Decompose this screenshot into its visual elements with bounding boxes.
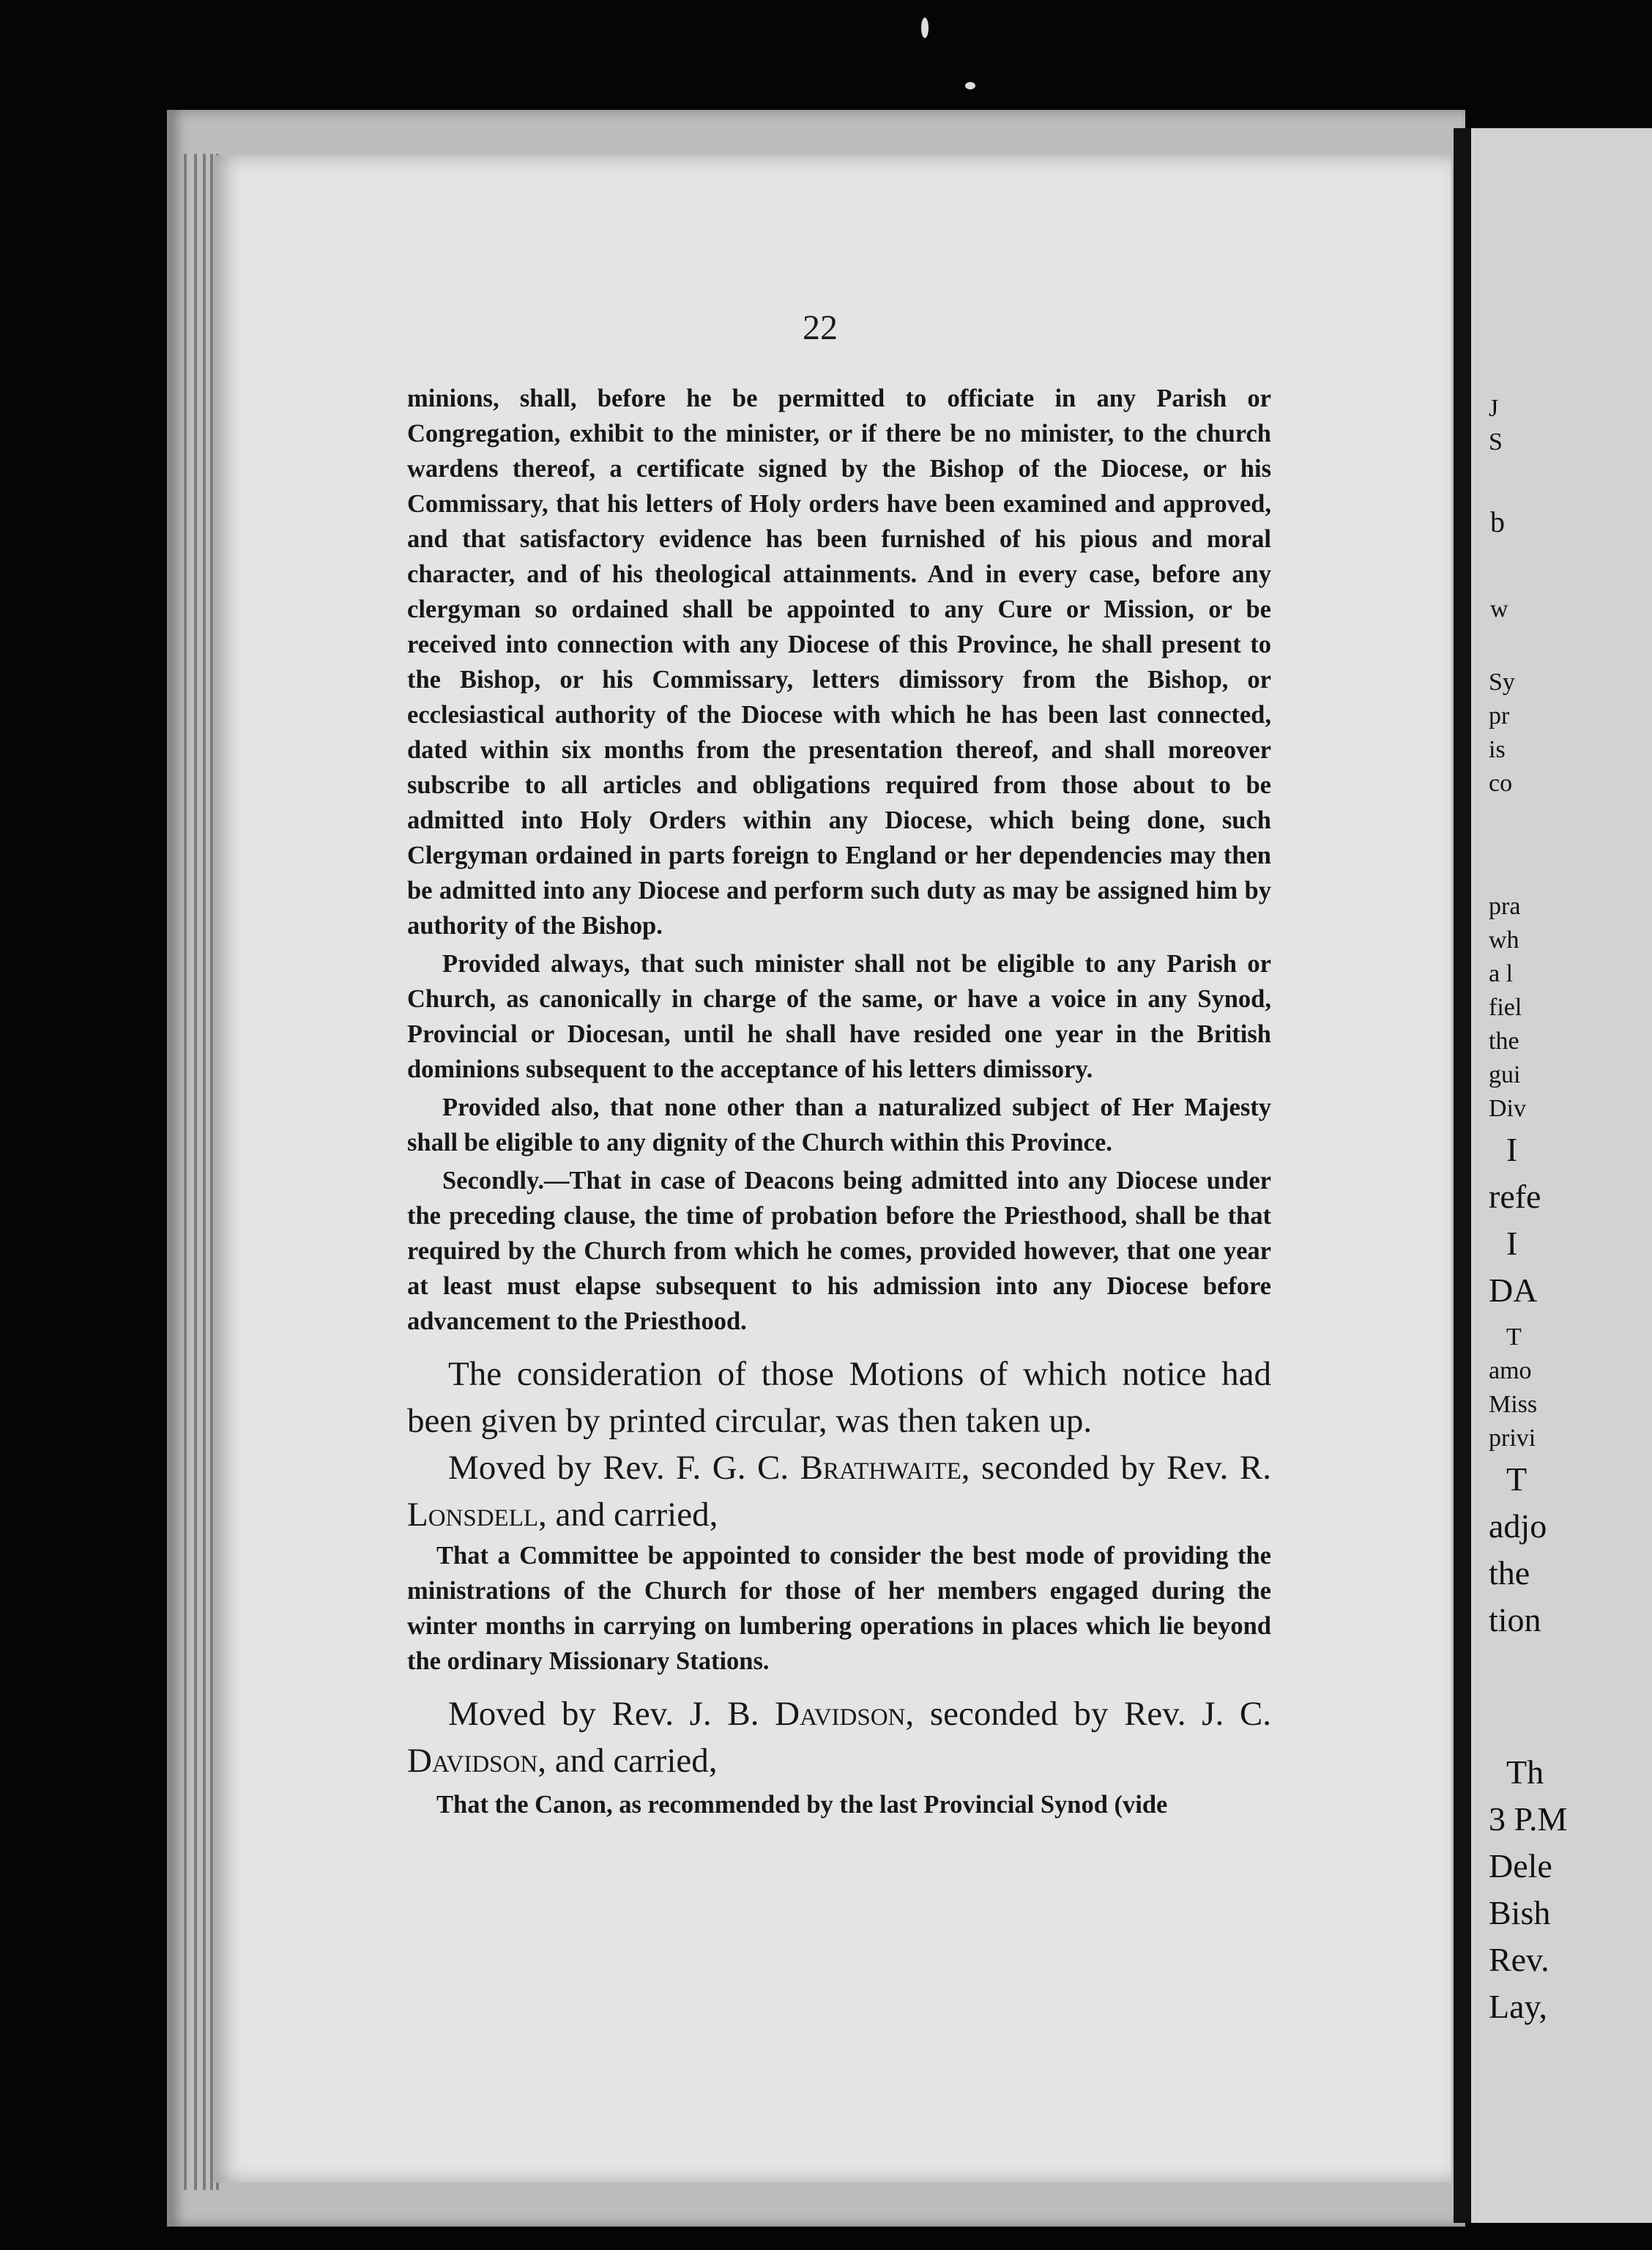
facing-page-fragment: Th [1506, 1753, 1544, 1791]
facing-page-fragment: privi [1489, 1425, 1536, 1452]
page-edge [203, 154, 206, 2190]
facing-page-fragment: gui [1489, 1061, 1521, 1088]
motion-heading [407, 1690, 1271, 1784]
dust-speck [965, 82, 975, 89]
facing-page-fragment: w [1490, 595, 1508, 623]
resolution: That the Canon, as recommended by the last Provincial Synod (vide [436, 1791, 1168, 1819]
facing-page-fragment: Lay, [1489, 1988, 1548, 2025]
facing-page-fragment: adjo [1489, 1507, 1547, 1545]
motion-heading [407, 1444, 1271, 1538]
paragraph: Provided always, that such minister shall not be eligible to any Parish or Church, as canonically in charge of the same, or have a voice in any Synod, Provincial or Diocesan, until he shall have resided one year in the British dominions subsequent to the acceptance of his letters dimissory. [407, 950, 1271, 1083]
page-text [407, 381, 1271, 1822]
facing-page-fragment: I [1506, 1225, 1518, 1262]
facing-page-fragment: the [1489, 1554, 1530, 1592]
paragraph: The consideration of those Motions of which notice had been given by printed circular, was then taken up. [407, 1355, 1271, 1440]
page-number: 22 [803, 308, 838, 347]
facing-page-fragment: Dele [1489, 1847, 1552, 1885]
facing-page-fragment: DA [1489, 1271, 1538, 1309]
facing-page-fragment: tion [1489, 1601, 1541, 1638]
facing-page-fragment: the [1489, 1028, 1519, 1055]
facing-page-fragment: Div [1489, 1095, 1526, 1122]
text-run: , seconded by Rev. J. C. [905, 1695, 1272, 1733]
facing-page-fragment: T [1506, 1460, 1528, 1498]
page-edge [184, 154, 187, 2190]
paragraph: minions, shall, before he be permitted to officiate in any Parish or Congregation, exhibit to the minister, or if there be no minister, to the church wardens thereof, a certificate signed by the Bishop of the Diocese, or his Commissary, that his letters of Holy orders have been examined and approved, and that satisfactory evidence has been furnished of his pious and moral character, and of his theological attainments. And in every case, before any clergyman so ordained shall be appointed to any Cure or Mission, or be received into connection with any Diocese of this Province, he shall present to the Bishop, or his Commissary, letters dimissory from the Bishop, or ecclesiastical authority of the Diocese with which he has been last connected, dated within six months from the presentation thereof, and shall moreover subscribe to all articles and obligations required from those about to be admitted into Holy Orders within any Diocese, which being done, such Clergyman ordained in parts foreign to England or her dependencies may then be admitted into any Diocese and perform such duty as may be assigned him by authority of the Bishop. [407, 385, 1271, 940]
page-edge [194, 154, 197, 2190]
facing-page [1471, 128, 1652, 2223]
surname: Davidson [407, 1742, 538, 1780]
facing-page-fragment: co [1489, 770, 1513, 797]
facing-page-fragment: fiel [1489, 994, 1522, 1021]
text-run: Moved by Rev. F. G. C. [448, 1449, 800, 1487]
facing-page-fragment: is [1489, 736, 1506, 763]
facing-page-fragment: I [1506, 1131, 1518, 1168]
facing-page-fragment: wh [1489, 927, 1519, 954]
text-run: , and carried, [537, 1742, 718, 1780]
paragraph: Secondly.—That in case of Deacons being admitted into any Diocese under the preceding clause, the time of probation before the Priesthood, shall be that required by the Church from which he comes, provided however, that one year at least must elapse subsequent to his admission into any Diocese before advancement to the Priesthood. [407, 1167, 1271, 1335]
facing-page-fragment: 3 P.M [1489, 1800, 1568, 1838]
facing-page-fragment: Sy [1489, 669, 1515, 696]
surname: Lonsdell [407, 1496, 539, 1534]
paragraph: Provided also, that none other than a naturalized subject of Her Majesty shall be eligible to any dignity of the Church within this Province. [407, 1094, 1271, 1156]
facing-page-fragment: b [1490, 505, 1505, 538]
facing-page-fragment: J [1489, 395, 1499, 422]
dust-speck [921, 18, 929, 38]
facing-page-fragment: refe [1489, 1178, 1541, 1215]
facing-page-fragment: S [1489, 428, 1503, 456]
facing-page-fragment: pr [1489, 702, 1510, 729]
surname: Brathwaite [800, 1449, 961, 1487]
facing-page-fragment: Bish [1489, 1894, 1551, 1931]
facing-page-fragment: Miss [1489, 1391, 1538, 1418]
surname: Davidson [775, 1695, 906, 1733]
text-run: , and carried, [538, 1496, 718, 1534]
facing-page-fragment: pra [1489, 893, 1521, 920]
page-edge [210, 154, 213, 2190]
facing-page-fragment: a l [1489, 960, 1514, 987]
facing-page-fragment: T [1506, 1323, 1522, 1351]
facing-page-fragment: Rev. [1489, 1941, 1549, 1978]
resolution: That a Committee be appointed to consider the best mode of providing the ministrations of the Church for those of her members engaged during the winter months in carrying on lumbering operations in places which lie beyond the ordinary Missionary Stations. [407, 1542, 1271, 1675]
text-run: Moved by Rev. J. B. [448, 1695, 775, 1733]
text-run: , seconded by Rev. R. [961, 1449, 1271, 1487]
facing-page-fragment: amo [1489, 1357, 1532, 1384]
book-gutter [1454, 128, 1471, 2223]
